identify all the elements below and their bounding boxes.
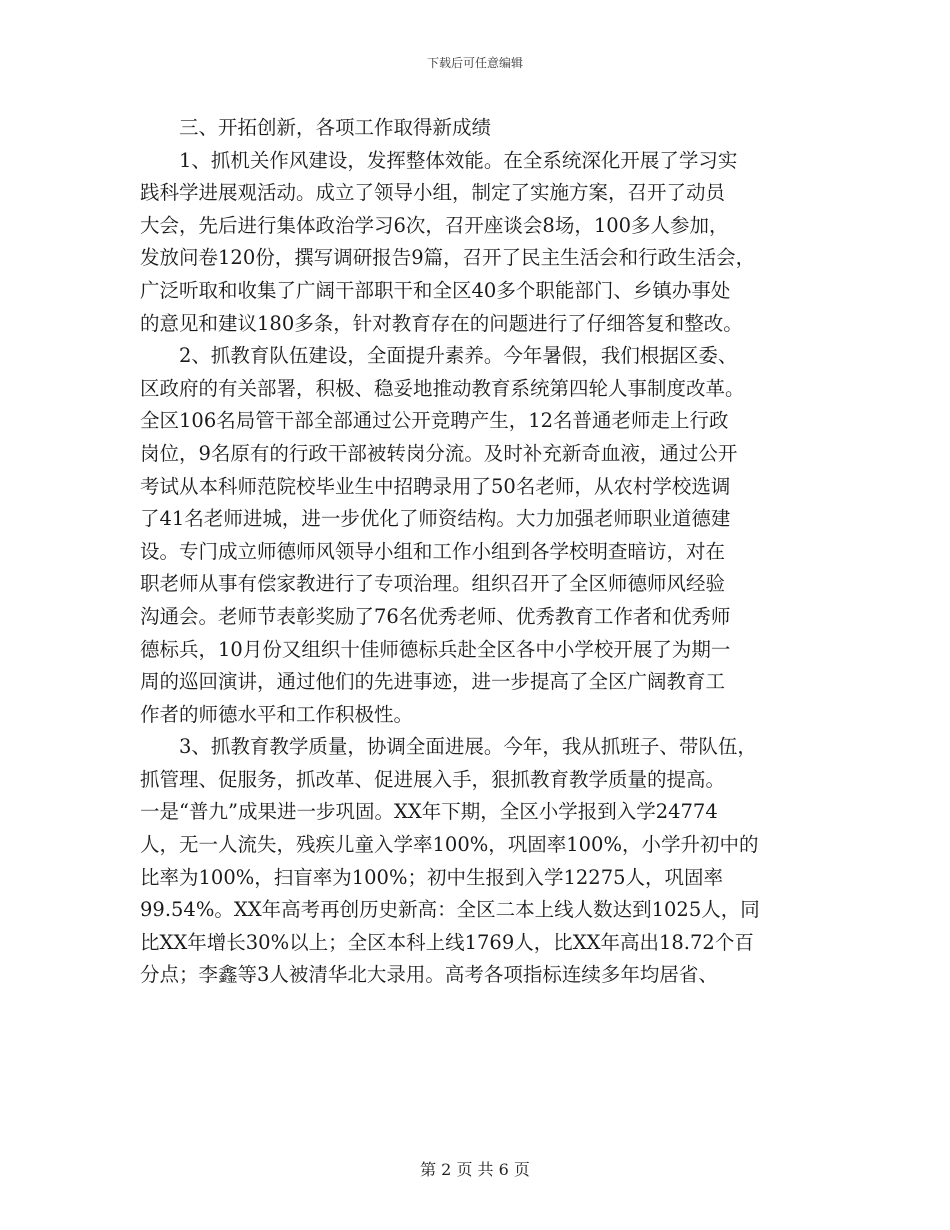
text-line: 抓管理、促服务，抓改革、促进展入手，狠抓教育教学质量的提高。 xyxy=(140,767,726,791)
text-line: 比率为100%，扫盲率为100%；初中生报到入学12275人，巩固率 xyxy=(140,865,724,889)
text-line: 发放问卷120份，撰写调研报告9篇，召开了民主生活会和行政生活会， xyxy=(140,246,756,270)
text-line: 区政府的有关部署，积极、稳妥地推动教育系统第四轮人事制度改革。 xyxy=(140,376,745,400)
text-line: 人，无一人流失，残疾儿童入学率100%，巩固率100%，小学升初中的 xyxy=(140,833,759,857)
text-line: 一是“普九”成果进一步巩固。XX年下期，全区小学报到入学24774 xyxy=(140,800,718,824)
text-line: 广泛听取和收集了广阔干部职干和全区40多个职能部门、乡镇办事处 xyxy=(140,278,731,302)
text-line: 德标兵，10月份又组织十佳师德标兵赴全区各中小学校开展了为期一 xyxy=(140,637,731,661)
text-line: 大会，先后进行集体政治学习6次，召开座谈会8场，100多人参加， xyxy=(140,213,729,237)
text-line: 作者的师德水平和工作积极性。 xyxy=(140,702,414,726)
text-line: 99.54%。XX年高考再创历史新高：全区二本上线人数达到1025人，同 xyxy=(140,898,760,922)
text-line: 1、抓机关作风建设，发挥整体效能。在全系统深化开展了学习实 xyxy=(140,148,738,172)
text-line: 沟通会。老师节表彰奖励了76名优秀老师、优秀教育工作者和优秀师 xyxy=(140,604,731,628)
text-line: 全区106名局管干部全部通过公开竞聘产生，12名普通老师走上行政 xyxy=(140,409,729,433)
text-line: 职老师从事有偿家教进行了专项治理。组织召开了全区师德师风经验 xyxy=(140,572,726,596)
text-line: 了41名老师进城，进一步优化了师资结构。大力加强老师职业道德建 xyxy=(140,507,731,531)
text-line: 的意见和建议180多条，针对教育存在的问题进行了仔细答复和整改。 xyxy=(140,311,743,335)
text-line: 践科学进展观活动。成立了领导小组，制定了实施方案，召开了动员 xyxy=(140,181,726,205)
text-line: 岗位，9名原有的行政干部被转岗分流。及时补充新奇血液，通过公开 xyxy=(140,441,738,465)
text-line: 3、抓教育教学质量，协调全面进展。今年，我从抓班子、带队伍， xyxy=(140,735,757,759)
text-line: 考试从本科师范院校毕业生中招聘录用了50名老师，从农村学校选调 xyxy=(140,474,731,498)
text-line: 设。专门成立师德师风领导小组和工作小组到各学校明查暗访，对在 xyxy=(140,539,726,563)
text-line: 2、抓教育队伍建设，全面提升素养。今年暑假，我们根据区委、 xyxy=(140,344,738,368)
text-line: 周的巡回演讲，通过他们的先进事迹，进一步提高了全区广阔教育工 xyxy=(140,670,726,694)
text-line: 比XX年增长30%以上；全区本科上线1769人，比XX年高出18.72个百 xyxy=(140,930,754,954)
page-header: 下载后可任意编辑 xyxy=(426,56,523,70)
text-line: 分点；李鑫等3人被清华北大录用。高考各项指标连续多年均居省、 xyxy=(140,963,718,987)
page-footer: 第 2 页 共 6 页 xyxy=(420,1160,530,1179)
document-body xyxy=(140,112,810,992)
text-line: 三、开拓创新，各项工作取得新成绩 xyxy=(140,116,492,139)
